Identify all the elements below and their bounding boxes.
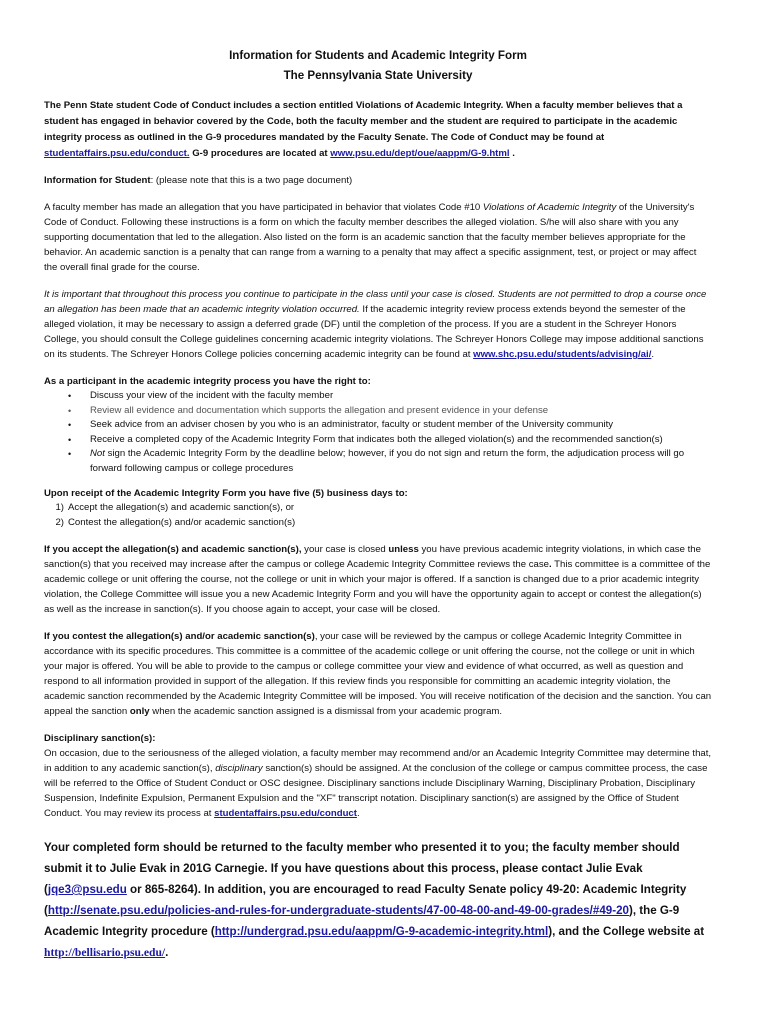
disciplinary-paragraph: On occasion, due to the seriousness of the alleged violation, a faculty member may recommend and/or an Academic Integrity Committee may determine that, in addition to any academic sanction(s), disciplinary sanction(s) should be assigned. At the conclusion of the college or campus committee process, the case will be referred to the Office of Student Conduct or OSC designee. Disciplinary sanctions include Disciplinary Warning, Disciplinary Probation, Disciplinary Suspension, Indefinite Expulsion, Permanent Expulsion and the "XF" transcript notation. Disciplinary sanction(s) are assigned by the Office of Student Conduct. You may review its process at studentaffairs.psu.edu/conduct.	[44, 748, 712, 819]
list-item: • Receive a completed copy of the Academic Integrity Form that indicates both the alleged violation(s) and the recommended sanction(s)	[90, 433, 712, 448]
document-header	[44, 46, 712, 86]
allegation-paragraph: A faculty member has made an allegation that you have participated in behavior that violates Code #10 Violations of Academic Integrity of the University's Code of Conduct. Following these instructions is a form on which the faculty member describes the alleged violation. S/he will also share with you any supporting documentation that led to the allegation. Also listed on the form is an academic sanction that the faculty member believes appropriate for the behavior. An academic sanction is a penalty that can range from a warning to a penalty that may affect a specific assignment, test, or project or may affect the overall final grade for the course.	[44, 202, 697, 273]
accept-paragraph: If you accept the allegation(s) and academic sanction(s), your case is closed unless you have previous academic integrity violations, in which case the sanction(s) that you received may increase after the campus or college Academic Integrity Committee reviews the case. This committee is a committee of the academic college or unit offering the course, not the college or unit in which your major is offered. If a sanction is changed due to a prior academic integrity violation, the College Committee will issue you a new Academic Integrity Form and you will have the opportunity again to accept or contest the allegation(s) as well as the increase in sanction(s). If you choose again to accept, your case will be closed.	[44, 544, 711, 615]
g9-procedure-link[interactable]: http://undergrad.psu.edu/aappm/G-9-academic-integrity.html	[214, 925, 549, 938]
g9-link[interactable]: www.psu.edu/dept/oue/aappm/G-9.html	[330, 148, 510, 159]
list-item: 2) Contest the allegation(s) and/or academic sanction(s)	[55, 516, 296, 528]
list-item: • Review all evidence and documentation which supports the allegation and present evidence in your defense	[90, 404, 712, 419]
rights-heading: As a participant in the academic integrity process you have the right to:	[44, 376, 371, 387]
college-website-link[interactable]: http://bellisario.psu.edu/	[44, 946, 166, 959]
list-item: • Discuss your view of the incident with the faculty member	[90, 389, 712, 404]
intro-paragraph: The Penn State student Code of Conduct includes a section entitled Violations of Academic Integrity. When a faculty member believes that a student has engaged in behavior covered by the Code, both the faculty member and the student are required to participate in the academic integrity process as outlined in the G-9 procedures mandated by the Faculty Senate. The Code of Conduct may be found at studentaffairs.psu.edu/conduct. G-9 procedures are located at www.psu.edu/dept/oue/aappm/G-9.html .	[44, 100, 683, 159]
list-item: 1) Accept the allegation(s) and academic sanction(s), or	[55, 502, 295, 513]
closing-paragraph: Your completed form should be returned to the faculty member who presented it to you; the faculty member should submit it to Julie Evak in 201G Carnegie. If you have questions about this process, please contact Julie Evak (jqe3@psu.edu or 865-8264). In addition, you are encouraged to read Faculty Senate policy 49-20: Academic Integrity (http://senate.psu.edu/policies-and-rules-for-undergraduate-students/47-00-48-00-and-49-00-grades/#49-20), the G-9 Academic Integrity procedure (http://undergrad.psu.edu/aappm/G-9-academic-integrity.html), and the College website at http://bellisario.psu.edu/.	[44, 841, 705, 959]
email-link[interactable]: jqe3@psu.edu	[47, 883, 127, 896]
conduct-process-link[interactable]: studentaffairs.psu.edu/conduct	[214, 808, 357, 819]
page-title: Information for Students and Academic Integrity Form	[229, 49, 527, 62]
shc-link[interactable]: www.shc.psu.edu/students/advising/ai/	[473, 349, 652, 360]
list-item: • Not sign the Academic Integrity Form by the deadline below; however, if you do not sign and return the form, the adjudication process will go forward following campus or college procedures	[90, 447, 712, 476]
days-heading: Upon receipt of the Academic Integrity Form you have five (5) business days to:	[44, 488, 408, 499]
list-item: • Seek advice from an adviser chosen by you who is an administrator, faculty or student member of the University community	[90, 418, 712, 433]
senate-policy-link[interactable]: http://senate.psu.edu/policies-and-rules-for-undergraduate-students/47-00-48-00-and-49-00-grades/#49-20	[47, 904, 629, 917]
disciplinary-heading: Disciplinary sanction(s):	[44, 733, 156, 744]
conduct-link[interactable]: studentaffairs.psu.edu/conduct.	[44, 148, 190, 159]
page-subtitle: The Pennsylvania State University	[283, 69, 473, 82]
participate-paragraph: It is important that throughout this process you continue to participate in the class until your case is closed. Students are not permitted to drop a course once an allegation has been made that an academic integrity violation occurred. If the academic integrity review process extends beyond the semester of the alleged violation, it may be necessary to assign a deferred grade (DF) until the completion of the process. If you are a student in the Schreyer Honors College, you should consult the College guidelines concerning academic integrity violations. The Schreyer Honors College may impose additional sanctions on its students. The Schreyer Honors College policies concerning academic integrity can be found at www.shc.psu.edu/students/advising/ai/.	[44, 289, 707, 360]
info-heading: Information for Student: (please note that this is a two page document)	[44, 175, 353, 186]
days-list	[44, 501, 712, 530]
contest-paragraph: If you contest the allegation(s) and/or academic sanction(s), your case will be reviewed by the campus or college Academic Integrity Committee in accordance with its specific procedures. This committee is a committee of the academic college or unit offering the course, not the college or unit in which your major is offered. You will be able to provide to the campus or college committee your view and evidence of what occurred, as well as question and respond to all information provided in support of the allegation. If this review finds you responsible for committing an academic integrity violation, the academic sanction recommended by the Academic Integrity Committee will be imposed. You will receive notification of the decision and the sanction. You can appeal the sanction only when the academic sanction assigned is a dismissal from your academic program.	[44, 631, 712, 717]
rights-list	[44, 389, 712, 476]
